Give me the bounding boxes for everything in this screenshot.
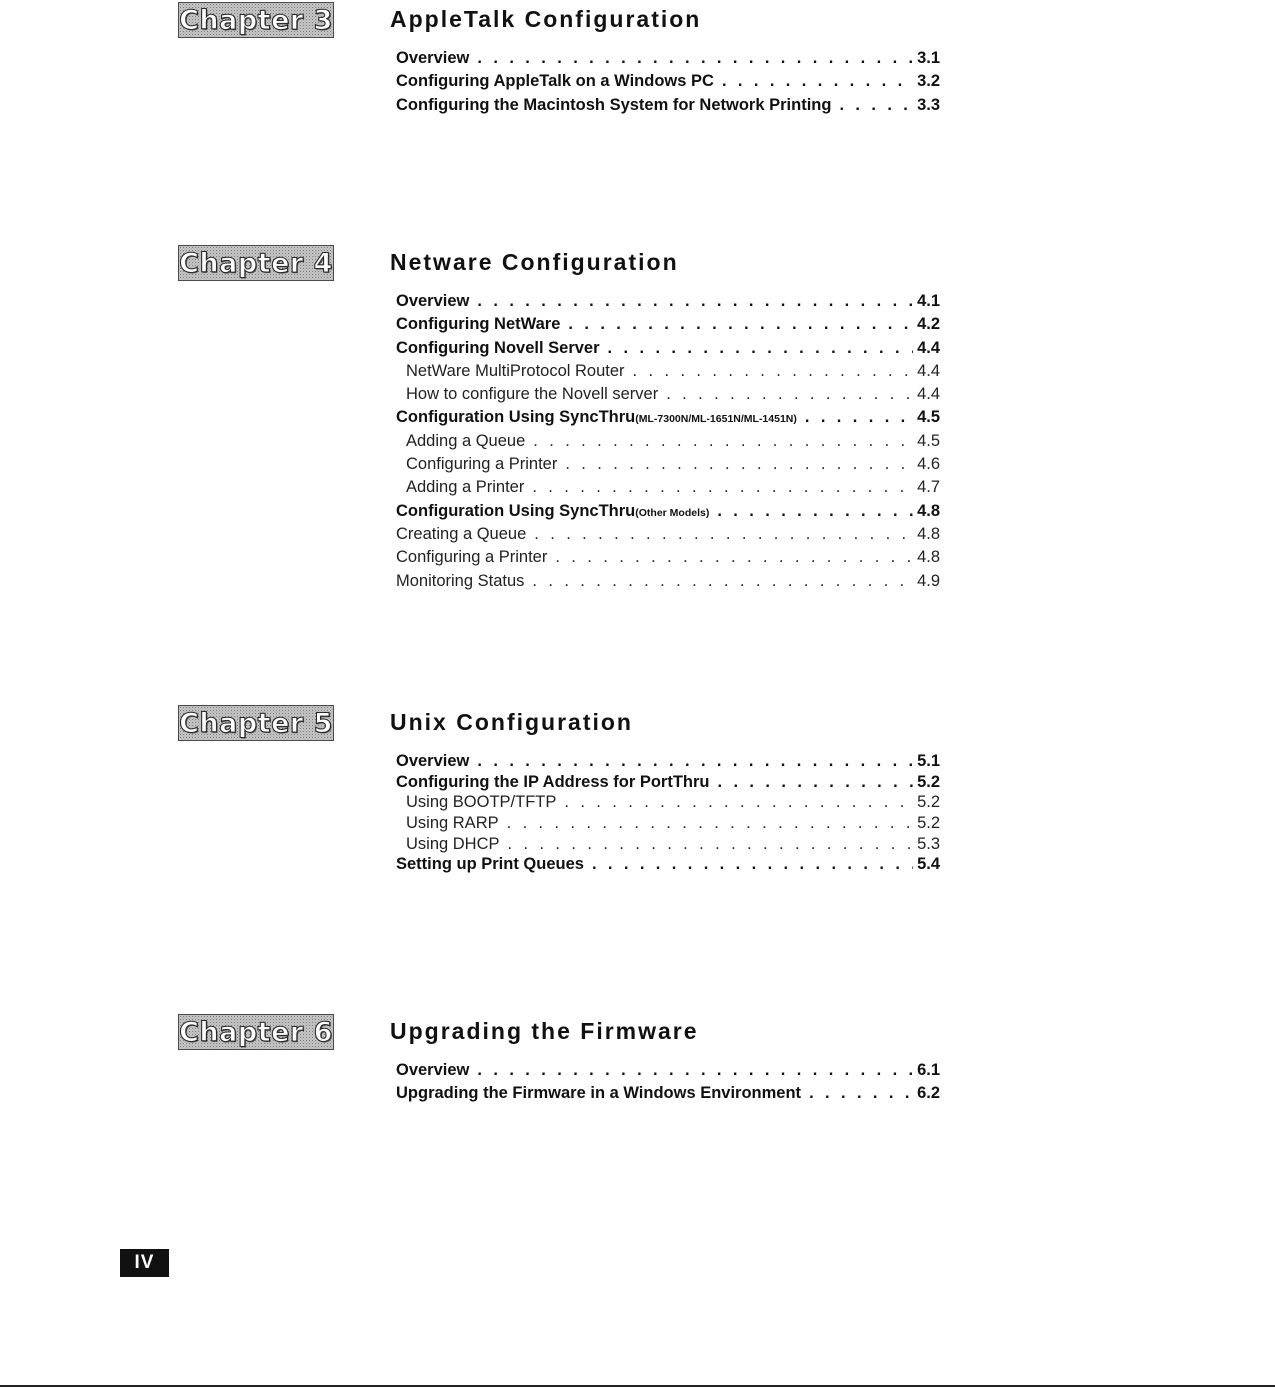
bottom-divider	[0, 1385, 1275, 1387]
toc-page-number: 4.8	[917, 501, 940, 520]
toc-page-number: 5.2	[917, 814, 940, 833]
toc-page-number: 3.3	[917, 95, 940, 114]
toc-subentry[interactable]: Adding a Printer . . . 4.7	[396, 476, 940, 499]
toc-entry[interactable]: Configuration Using SyncThru(Other Models) . . . 4.8	[396, 500, 940, 523]
toc-entry[interactable]: Configuring a Printer . . . 4.8	[396, 546, 940, 569]
toc-subentry[interactable]: NetWare MultiProtocol Router . . . 4.4	[396, 360, 940, 383]
toc-page-number: 5.2	[917, 772, 940, 791]
toc-entry[interactable]: Overview . . . 3.1	[396, 47, 940, 70]
toc-subentry[interactable]: Using RARP . . . 5.2	[396, 813, 940, 834]
chapter-4-title: Netware Configuration	[390, 249, 679, 275]
toc-page-number: 4.1	[917, 292, 940, 310]
toc-entry[interactable]: Configuring Novell Server . . . 4.4	[396, 337, 940, 360]
toc-page-number: 5.4	[917, 855, 940, 874]
toc-page-number: 4.2	[917, 315, 940, 334]
toc-subentry[interactable]: Adding a Queue . . . 4.5	[396, 430, 940, 453]
toc-page-number: 4.9	[917, 571, 940, 590]
toc-entry[interactable]: Overview . . . 6.1	[396, 1059, 940, 1082]
chapter-3-badge	[178, 2, 334, 38]
chapter-6-badge-text: Chapter 6	[179, 1016, 333, 1048]
toc-page-number: 4.7	[917, 478, 940, 497]
chapter-6-badge	[178, 1014, 334, 1050]
chapter-6-title: Upgrading the Firmware	[390, 1018, 699, 1044]
toc-entry[interactable]: Configuring AppleTalk on a Windows PC . . . 3.2	[396, 70, 940, 93]
toc-page-number: 4.5	[917, 431, 940, 450]
toc-page-number: 5.2	[917, 793, 940, 812]
toc-page-number: 4.8	[917, 524, 940, 543]
toc-entry[interactable]: Configuring the IP Address for PortThru . . . 5.2	[396, 772, 940, 793]
toc-entry[interactable]: Configuration Using SyncThru(ML-7300N/ML-1651N/ML-1451N) . . . 4.5	[396, 406, 940, 429]
toc-page-number: 6.1	[917, 1061, 940, 1079]
toc-page-number: 4.4	[917, 338, 940, 357]
toc-subentry[interactable]: Using DHCP . . . 5.3	[396, 834, 940, 855]
chapter-4-badge-text: Chapter 4	[179, 247, 333, 279]
chapter-5-toc	[396, 751, 940, 875]
model-qualifier: (Other Models)	[635, 506, 710, 519]
chapter-5-badge	[178, 705, 334, 741]
toc-page-number: 4.6	[917, 455, 940, 474]
page-number-badge: IV	[120, 1249, 169, 1277]
toc-page-number: 5.1	[917, 752, 940, 770]
chapter-6-toc	[396, 1059, 940, 1106]
toc-entry[interactable]: Overview . . . 4.1	[396, 290, 940, 313]
toc-subentry[interactable]: How to configure the Novell server . . . 4.4	[396, 383, 940, 406]
chapter-5-badge-text: Chapter 5	[179, 707, 333, 739]
toc-page-number: 4.4	[917, 361, 940, 380]
toc-page-number: 4.5	[917, 408, 940, 427]
model-qualifier: (ML-7300N/ML-1651N/ML-1451N)	[635, 413, 797, 426]
chapter-4-badge	[178, 245, 334, 281]
chapter-3-toc	[396, 47, 940, 117]
toc-subentry[interactable]: Using BOOTP/TFTP . . . 5.2	[396, 792, 940, 813]
chapter-4-toc	[396, 290, 940, 593]
toc-entry[interactable]: Configuring NetWare . . . 4.2	[396, 313, 940, 336]
toc-page-number: 4.8	[917, 548, 940, 567]
toc-entry[interactable]: Monitoring Status . . . 4.9	[396, 570, 940, 593]
toc-entry[interactable]: Upgrading the Firmware in a Windows Environment . . . 6.2	[396, 1082, 940, 1105]
toc-entry[interactable]: Creating a Queue . . . 4.8	[396, 523, 940, 546]
chapter-5-title: Unix Configuration	[390, 709, 633, 735]
toc-page-number: 5.3	[917, 834, 940, 853]
toc-entry[interactable]: Configuring the Macintosh System for Network Printing . . . 3.3	[396, 94, 940, 117]
toc-entry[interactable]: Setting up Print Queues . . . 5.4	[396, 854, 940, 875]
toc-page-number: 6.2	[917, 1084, 940, 1103]
chapter-3-badge-text: Chapter 3	[179, 4, 333, 36]
toc-entry[interactable]: Overview . . . 5.1	[396, 751, 940, 772]
chapter-3-title: AppleTalk Configuration	[390, 6, 702, 32]
toc-subentry[interactable]: Configuring a Printer . . . 4.6	[396, 453, 940, 476]
toc-page-number: 3.2	[917, 72, 940, 91]
toc-page-number: 3.1	[917, 49, 940, 67]
toc-page-number: 4.4	[917, 385, 940, 404]
